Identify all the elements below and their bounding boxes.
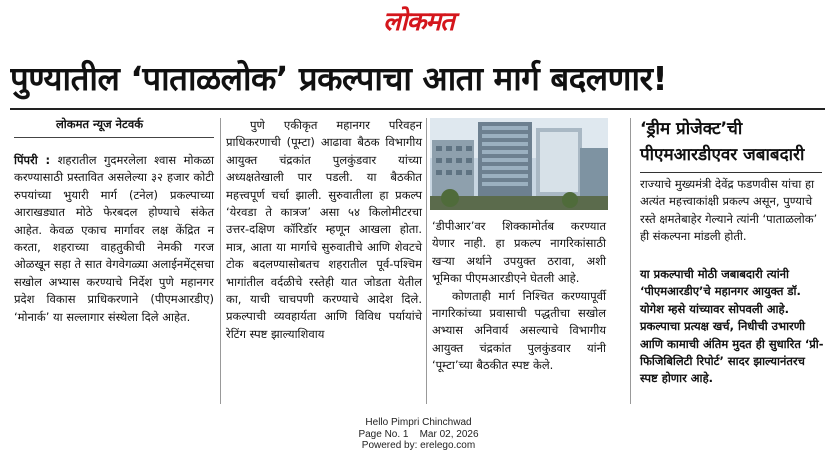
byline: लोकमत न्यूज नेटवर्क — [56, 117, 144, 131]
footer-page-date: Page No. 1 Mar 02, 2026 — [358, 428, 479, 440]
column-2-text: पुणे एकीकृत महानगर परिवहन प्राधिकरणाची (पूम्टा) आढावा बैठक विभागीय आयुक्त चंद्रकांत पुलकुंडवार यांच्या अध्यक्षतेखाली पार पडली. या बैठकीत महत्त्वपूर्ण चर्चा झाली. सुरुवातीला हा प्रकल्प ‘येरवडा ते कात्रज’ असा ५४ किलोमीटरचा उत्तर-दक्षिण कॉरिडॉर म्हणून आखला होता. मात्र, आता या मार्गाचे सुरुवातीचे आणि शेवटचे टोक बदलण्यासोबतच शहरातील पूर्व-पश्चिम भागांतील वर्दळीचे रस्तेही यात जोडता येतील का, याची चाचपणी करण्याचे आदेश दिले. प्रकल्पाची व्यवहार्यता आणि विविध पर्यायांचे रेटिंग स्पष्ट झाल्याशिवाय — [226, 118, 422, 341]
column-3-paragraph-2: कोणताही मार्ग निश्चित करण्यापूर्वी नागरिकांच्या प्रवासाची पद्धतीचा सखोल अभ्यास अनिवार्य असल्याचे विभागीय आयुक्त चंद्रकांत पुलकुंडवार यांनी ‘पूम्टा’च्या बैठकीत स्पष्ट केले. — [432, 288, 606, 373]
footer-powered-by: Powered by: erelego.com — [361, 440, 476, 451]
article-column-1 — [14, 152, 214, 326]
column-1-paragraph — [14, 152, 214, 326]
byline-divider — [14, 137, 214, 138]
footer-edition: Hello Pimpri Chinchwad — [365, 417, 472, 428]
lokmat-logo: लोकमत — [383, 7, 454, 37]
masthead — [0, 4, 837, 40]
column-divider-1 — [220, 118, 221, 404]
building-photo — [430, 118, 608, 210]
sidebar-paragraph-1: राज्याचे मुख्यमंत्री देवेंद्र फडणवीस यांचा हा अत्यंत महत्त्वाकांक्षी प्रकल्प असून, पुण्याचे रस्ते क्षमतेबाहेर गेल्याने त्यांनी ‘पाताळलोक’ ही संकल्पना मांडली होती. — [640, 177, 818, 244]
sidebar-divider — [640, 172, 822, 173]
sidebar-paragraph-2: या प्रकल्पाची मोठी जबाबदारी त्यांनी ‘पीएमआरडीए’चे महानगर आयुक्त डॉ. योगेश म्हसे यांच्यावर सोपवली आहे. प्रकल्पाचा प्रत्यक्ष खर्च, निधीची उभारणी आणि कामाची अंतिम मुदत ही सुधारित ‘प्री-फिजिबिलिटी रिपोर्ट’ सादर झाल्यानंतरच स्पष्ट होणार आहे. — [640, 267, 824, 386]
article-column-3 — [432, 218, 606, 375]
building-image — [430, 118, 608, 210]
column-3-paragraph-1: ‘डीपीआर’वर शिक्कामोर्तब करण्यात येणार नाही. हा प्रकल्प नागरिकांसाठी खऱ्या अर्थाने उपयुक्त ठरावा, अशी भूमिका पीएमआरडीएने घेतली आहे. — [432, 219, 606, 286]
article-column-2 — [226, 117, 422, 343]
column-divider-3 — [630, 118, 631, 404]
headline-rule — [10, 108, 825, 110]
sidebar-heading: ‘ड्रीम प्रोजेक्ट’ची पीएमआरडीएवर जबाबदारी — [640, 119, 805, 165]
dateline: पिंपरी : — [14, 153, 51, 167]
page-footer — [0, 417, 837, 452]
column-1-text: शहरातील गुदमरलेला श्वास मोकळा करण्यासाठी प्रस्तावित असलेल्या ३२ हजार कोटी रुपयांच्या भुयारी मार्ग (टनेल) प्रकल्पाच्या आराखड्यात मोठे फेरबदल होण्याचे संकेत आहेत. केवळ एकाच मार्गावर लक्ष केंद्रित न करता, शहराच्या वाहतुकीची नेमकी गरज ओळखून सहा ते सात वेगवेगळ्या अलाईनमेंट्सचा सखोल अभ्यास करण्याचे निर्देश पुणे महानगर प्रदेश विकास प्राधिकरणाने (पीएमआरडीए) ‘मोनार्क’ या सल्लागार संस्थेला दिले आहेत. — [14, 153, 215, 324]
column-divider-2 — [426, 118, 427, 404]
headline: पुण्यातील ‘पाताळलोक’ प्रकल्पाचा आता मार्ग बदलणार! — [10, 59, 668, 98]
